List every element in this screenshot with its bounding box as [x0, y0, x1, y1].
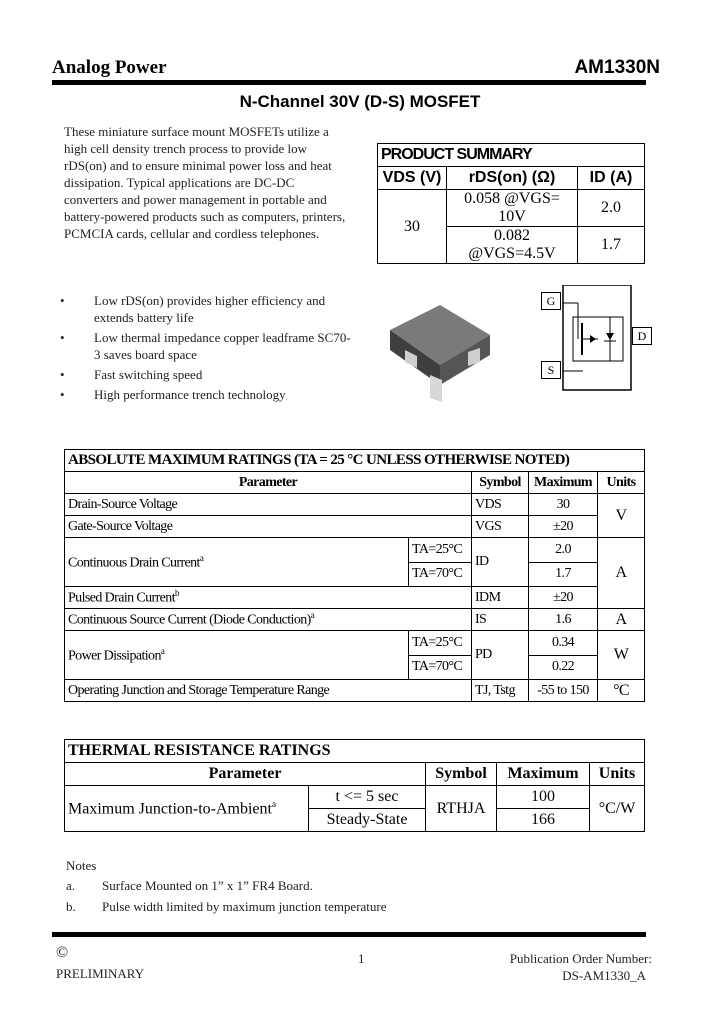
- amr-units: W: [598, 631, 645, 680]
- absolute-maximum-ratings-table: [64, 449, 645, 702]
- intro-paragraph: These miniature surface mount MOSFETs utilize a high cell density trench process to provide low rDS(on) and to ensure minimal power loss and heat dissipation. Typical applications are DC-DC converters and power management in portable and battery-powered products such as computers, printers, PCMCIA cards, cellular and cordless telephones.: [64, 124, 346, 241]
- amr-symbol: ID: [472, 538, 529, 587]
- amr-title: ABSOLUTE MAXIMUM RATINGS (TA = 25 °C UNLESS OTHERWISE NOTED): [65, 450, 645, 472]
- amr-col-parameter: Parameter: [65, 472, 472, 494]
- amr-max: 0.34: [529, 631, 598, 656]
- thermal-col-symbol: Symbol: [426, 763, 497, 786]
- amr-max: ±20: [529, 587, 598, 609]
- amr-col-maximum: Maximum: [529, 472, 598, 494]
- thermal-max: 166: [497, 809, 590, 832]
- amr-param: Continuous Drain Current$^a$: [65, 538, 409, 587]
- page-title: N-Channel 30V (D-S) MOSFET: [239, 92, 481, 111]
- thermal-resistance-table: [64, 739, 645, 832]
- ps-col-rds: rDS(on) (Ω): [447, 167, 578, 190]
- amr-max: 2.0: [529, 538, 598, 563]
- amr-max: -55 to 150: [529, 680, 598, 702]
- thermal-title: THERMAL RESISTANCE RATINGS: [65, 740, 645, 763]
- product-summary-title: PRODUCT SUMMARY: [378, 144, 645, 167]
- pin-d-label: D: [632, 327, 652, 345]
- amr-max: 1.6: [529, 609, 598, 631]
- footer-rule: [52, 932, 646, 937]
- ps-id-value: 2.0: [578, 190, 645, 227]
- thermal-col-parameter: Parameter: [65, 763, 426, 786]
- amr-param: Continuous Source Current (Diode Conduction)$^a$: [65, 609, 472, 631]
- amr-condition: TA=25°C: [409, 631, 472, 656]
- amr-param: Power Dissipation$^a$: [65, 631, 409, 680]
- amr-symbol: IS: [472, 609, 529, 631]
- pin-g-label: G: [541, 292, 561, 310]
- amr-units: A: [598, 609, 645, 631]
- brand-name: Analog Power: [52, 57, 167, 78]
- amr-symbol: IDM: [472, 587, 529, 609]
- thermal-max: 100: [497, 786, 590, 809]
- amr-max: 30: [529, 494, 598, 516]
- amr-symbol: PD: [472, 631, 529, 680]
- publication-number: DS-AM1330_A: [562, 968, 646, 983]
- amr-max: 0.22: [529, 655, 598, 680]
- header-rule: [52, 80, 646, 85]
- amr-units: A: [598, 538, 645, 609]
- pin-s-label: S: [541, 361, 561, 379]
- amr-units: V: [598, 494, 645, 538]
- sc70-package-image: [380, 290, 500, 410]
- amr-param: Drain-Source Voltage: [65, 494, 472, 516]
- feature-item: • High performance trench technology: [60, 387, 286, 402]
- note-item: b.: [66, 899, 76, 914]
- thermal-col-units: Units: [590, 763, 645, 786]
- note-text: Surface Mounted on 1” x 1” FR4 Board.: [102, 878, 313, 893]
- ps-vds-value: 30: [378, 190, 447, 264]
- thermal-units: °C/W: [590, 786, 645, 832]
- ps-id-value: 1.7: [578, 227, 645, 264]
- preliminary-label: PRELIMINARY: [56, 966, 145, 981]
- thermal-param: Maximum Junction-to-Ambient$^a$: [65, 786, 309, 832]
- amr-param: Pulsed Drain Current$^b$: [65, 587, 472, 609]
- amr-param: Operating Junction and Storage Temperature Range: [65, 680, 472, 702]
- feature-item: • Fast switching speed: [60, 367, 203, 382]
- thermal-condition: t <= 5 sec: [309, 786, 426, 809]
- amr-symbol: VGS: [472, 516, 529, 538]
- amr-col-units: Units: [598, 472, 645, 494]
- copyright-symbol: ©: [56, 944, 69, 961]
- amr-col-symbol: Symbol: [472, 472, 529, 494]
- amr-max: 1.7: [529, 562, 598, 587]
- note-text: Pulse width limited by maximum junction temperature: [102, 899, 387, 914]
- amr-param: Gate-Source Voltage: [65, 516, 472, 538]
- notes-title: Notes: [66, 858, 97, 873]
- amr-condition: TA=25°C: [409, 538, 472, 563]
- feature-item: • Low rDS(on) provides higher efficiency and extends battery life: [60, 293, 326, 325]
- publication-label: Publication Order Number:: [509, 951, 652, 966]
- amr-symbol: TJ, Tstg: [472, 680, 529, 702]
- page-number: 1: [358, 951, 365, 966]
- amr-units: °C: [598, 680, 645, 702]
- ps-col-id: ID (A): [578, 167, 645, 190]
- product-summary-table: [377, 143, 645, 264]
- ps-col-vds: VDS (V): [378, 167, 447, 190]
- amr-symbol: VDS: [472, 494, 529, 516]
- ps-rds-value: 0.058 @VGS= 10V: [447, 190, 578, 227]
- thermal-symbol: RTHJA: [426, 786, 497, 832]
- part-number: AM1330N: [574, 57, 660, 78]
- note-item: a.: [66, 878, 76, 893]
- amr-condition: TA=70°C: [409, 562, 472, 587]
- amr-condition: TA=70°C: [409, 655, 472, 680]
- feature-item: • Low thermal impedance copper leadframe SC70-3 saves board space: [60, 330, 351, 362]
- thermal-condition: Steady-State: [309, 809, 426, 832]
- thermal-col-maximum: Maximum: [497, 763, 590, 786]
- amr-max: ±20: [529, 516, 598, 538]
- ps-rds-value: 0.082 @VGS=4.5V: [447, 227, 578, 264]
